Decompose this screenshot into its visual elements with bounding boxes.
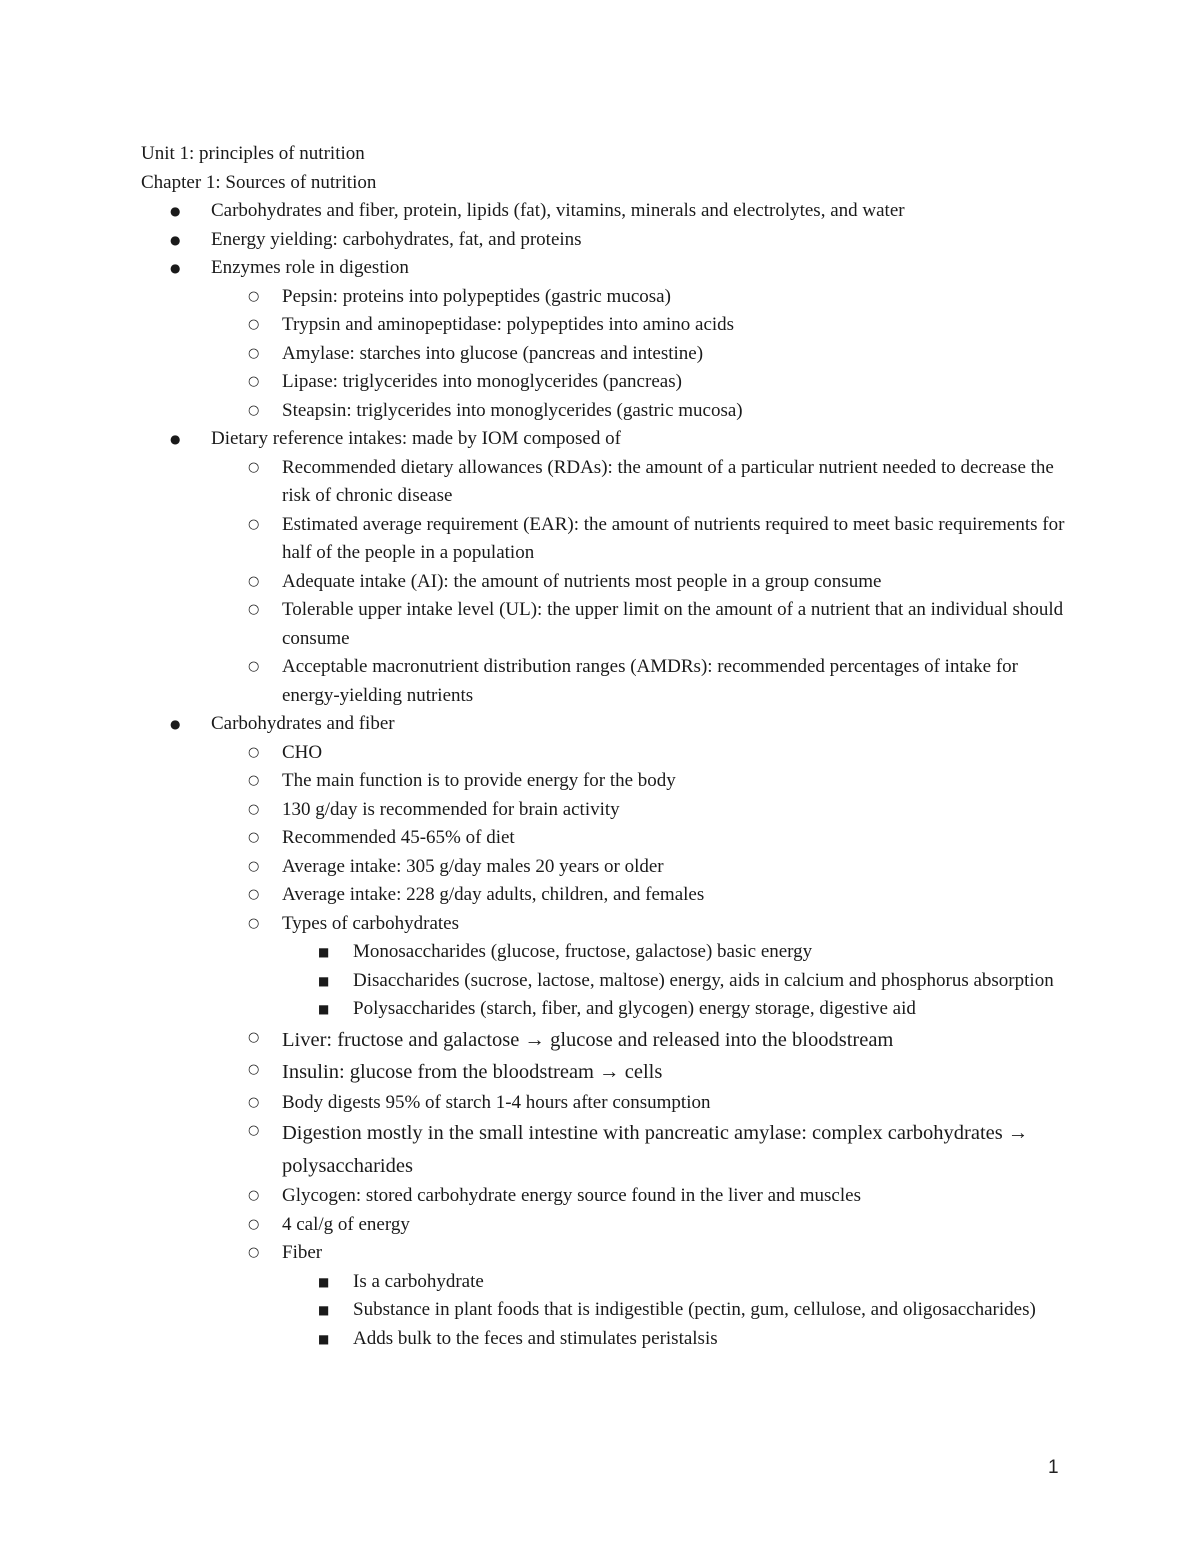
bullet-circle-icon: ○	[248, 1123, 260, 1138]
bullet-circle-icon: ○	[248, 374, 260, 389]
outline-item-level-2	[141, 596, 1071, 653]
outline-item-level-3	[141, 995, 1071, 1024]
outline-item-text: Polysaccharides (starch, fiber, and glycogen) energy storage, digestive aid	[353, 998, 916, 1019]
bullet-circle-icon: ○	[248, 459, 260, 475]
outline-item-level-2	[141, 910, 1071, 939]
bullet-circle-icon: ○	[248, 659, 260, 674]
bullet-circle-icon: ○	[248, 1245, 260, 1260]
outline-item-text: Average intake: 228 g/day adults, children, and females	[282, 884, 705, 905]
bullet-square-icon: ■	[318, 1303, 330, 1317]
outline-item-level-2	[141, 881, 1071, 910]
outline-item-text: Is a carbohydrate	[353, 1270, 484, 1292]
outline-item-text: Energy yielding: carbohydrates, fat, and proteins	[211, 228, 582, 250]
unit-title: Unit 1: principles of nutrition	[141, 143, 365, 164]
outline-item-text: Glycogen: stored carbohydrate energy source found in the liver and muscles	[282, 1185, 861, 1206]
bullet-circle-icon: ○	[248, 1188, 260, 1203]
outline-item-text: Tolerable upper intake level (UL): the upper limit on the amount of a nutrient that an individual should consume	[282, 599, 1064, 649]
bullet-circle-icon: ○	[248, 801, 260, 817]
bullet-circle-icon: ○	[248, 516, 260, 532]
outline-item-text: Carbohydrates and fiber	[211, 713, 395, 734]
outline-item-text: Substance in plant foods that is indigestible (pectin, gum, cellulose, and oligosaccharides)	[353, 1299, 1036, 1320]
outline-item-text: Pepsin: proteins into polypeptides (gastric mucosa)	[282, 285, 671, 307]
outline-item-level-2	[141, 1117, 1071, 1182]
outline-item-level-2	[141, 796, 1071, 825]
outline-item-text: Estimated average requirement (EAR): the amount of nutrients required to meet basic requirements for half of the people in a population	[282, 513, 1065, 563]
outline-item-level-1	[141, 710, 1071, 739]
outline-item-level-2	[141, 283, 1071, 312]
outline-item-level-3	[141, 967, 1071, 996]
bullet-disc-icon: ●	[170, 204, 181, 218]
outline-item-text: Enzymes role in digestion	[211, 257, 409, 278]
outline-item-text: Insulin: glucose from the bloodstream → cells	[282, 1061, 663, 1083]
outline-item-level-2	[141, 454, 1071, 511]
bullet-square-icon: ■	[318, 973, 330, 988]
bullet-circle-icon: ○	[248, 915, 260, 931]
outline-item-level-2	[141, 739, 1071, 768]
outline-item-level-2	[141, 511, 1071, 568]
outline-item-text: Lipase: triglycerides into monoglycerides (pancreas)	[282, 371, 682, 392]
outline-item-text: Steapsin: triglycerides into monoglycerides (gastric mucosa)	[282, 399, 743, 421]
outline-item-text: Dietary reference intakes: made by IOM composed of	[211, 428, 621, 449]
bullet-circle-icon: ○	[248, 1094, 260, 1110]
outline-item-level-3	[141, 1296, 1071, 1325]
outline-item-level-2	[141, 1182, 1071, 1211]
chapter-title: Chapter 1: Sources of nutrition	[141, 171, 377, 193]
outline-item-text: CHO	[282, 741, 323, 763]
bullet-disc-icon: ●	[170, 261, 181, 275]
outline-item-text: 4 cal/g of energy	[282, 1213, 410, 1235]
outline-item-level-2	[141, 311, 1071, 340]
bullet-circle-icon: ○	[248, 345, 260, 361]
outline-item-text: Disaccharides (sucrose, lactose, maltose) energy, aids in calcium and phosphorus absorption	[353, 969, 1054, 991]
bullet-square-icon: ■	[318, 945, 330, 959]
bullet-circle-icon: ○	[248, 573, 260, 589]
outline-item-text: Monosaccharides (glucose, fructose, galactose) basic energy	[353, 941, 813, 962]
outline-item-text: Adds bulk to the feces and stimulates peristalsis	[353, 1327, 718, 1349]
outline-item-text: 130 g/day is recommended for brain activity	[282, 798, 620, 820]
outline-item-level-2	[141, 1211, 1071, 1240]
outline-item-text: Carbohydrates and fiber, protein, lipids (fat), vitamins, minerals and electrolytes, and water	[211, 200, 905, 221]
bullet-circle-icon: ○	[248, 288, 260, 304]
bullet-circle-icon: ○	[248, 602, 260, 617]
outline-item-text: Recommended 45-65% of diet	[282, 827, 515, 848]
bullet-circle-icon: ○	[248, 744, 260, 760]
outline-item-level-2	[141, 1239, 1071, 1268]
outline-item-text: The main function is to provide energy for the body	[282, 770, 676, 791]
outline-item-level-2	[141, 568, 1071, 597]
bullet-square-icon: ■	[318, 1331, 330, 1346]
outline-item-text: Acceptable macronutrient distribution ranges (AMDRs): recommended percentages of intake for energy-yielding nutrients	[282, 656, 1018, 706]
outline-item-text: Fiber	[282, 1242, 323, 1263]
outline-item-text: Digestion mostly in the small intestine with pancreatic amylase: complex carbohydrates → polysaccharides	[282, 1122, 1029, 1177]
bullet-circle-icon: ○	[248, 858, 260, 874]
outline-item-text: Recommended dietary allowances (RDAs): the amount of a particular nutrient needed to decrease the risk of chronic disease	[282, 456, 1054, 506]
outline-item-level-2	[141, 397, 1071, 426]
outline-item-level-3	[141, 938, 1071, 967]
outline-item-level-1	[141, 226, 1071, 255]
bullet-circle-icon: ○	[248, 1029, 260, 1045]
outline-item-level-3	[141, 1268, 1071, 1297]
outline-item-level-2	[141, 1056, 1071, 1089]
outline-item-level-1	[141, 425, 1071, 454]
outline-item-level-2	[141, 653, 1071, 710]
outline-item-text: Body digests 95% of starch 1-4 hours after consumption	[282, 1091, 711, 1113]
bullet-circle-icon: ○	[248, 887, 260, 902]
outline-item-text: Average intake: 305 g/day males 20 years or older	[282, 855, 664, 877]
outline-item-text: Amylase: starches into glucose (pancreas and intestine)	[282, 342, 704, 364]
outline-item-level-2	[141, 824, 1071, 853]
bullet-circle-icon: ○	[248, 830, 260, 845]
outline-item-level-3	[141, 1325, 1071, 1354]
bullet-circle-icon: ○	[248, 402, 260, 418]
outline-item-level-1	[141, 197, 1071, 226]
outline-item-text: Types of carbohydrates	[282, 912, 459, 934]
outline-item-level-2	[141, 368, 1071, 397]
outline-item-level-2	[141, 340, 1071, 369]
bullet-disc-icon: ●	[170, 717, 181, 731]
bullet-circle-icon: ○	[248, 1216, 260, 1232]
outline-item-text: Trypsin and aminopeptidase: polypeptides into amino acids	[282, 314, 735, 335]
outline-item-level-2	[141, 1024, 1071, 1057]
bullet-square-icon: ■	[318, 1002, 330, 1016]
outline-item-level-2	[141, 767, 1071, 796]
outline-list	[141, 197, 1071, 1353]
bullet-circle-icon: ○	[248, 317, 260, 332]
outline-item-level-2	[141, 1089, 1071, 1118]
bullet-square-icon: ■	[318, 1274, 330, 1289]
page-number: 1	[1048, 1457, 1059, 1478]
bullet-circle-icon: ○	[248, 773, 260, 788]
outline-item-level-2	[141, 853, 1071, 882]
bullet-disc-icon: ●	[170, 432, 181, 446]
bullet-disc-icon: ●	[170, 232, 181, 247]
bullet-circle-icon: ○	[248, 1062, 260, 1077]
outline-item-level-1	[141, 254, 1071, 283]
outline-item-text: Liver: fructose and galactose → glucose and released into the bloodstream	[282, 1028, 894, 1051]
outline-item-text: Adequate intake (AI): the amount of nutrients most people in a group consume	[282, 570, 882, 592]
document-page	[141, 140, 1071, 1353]
